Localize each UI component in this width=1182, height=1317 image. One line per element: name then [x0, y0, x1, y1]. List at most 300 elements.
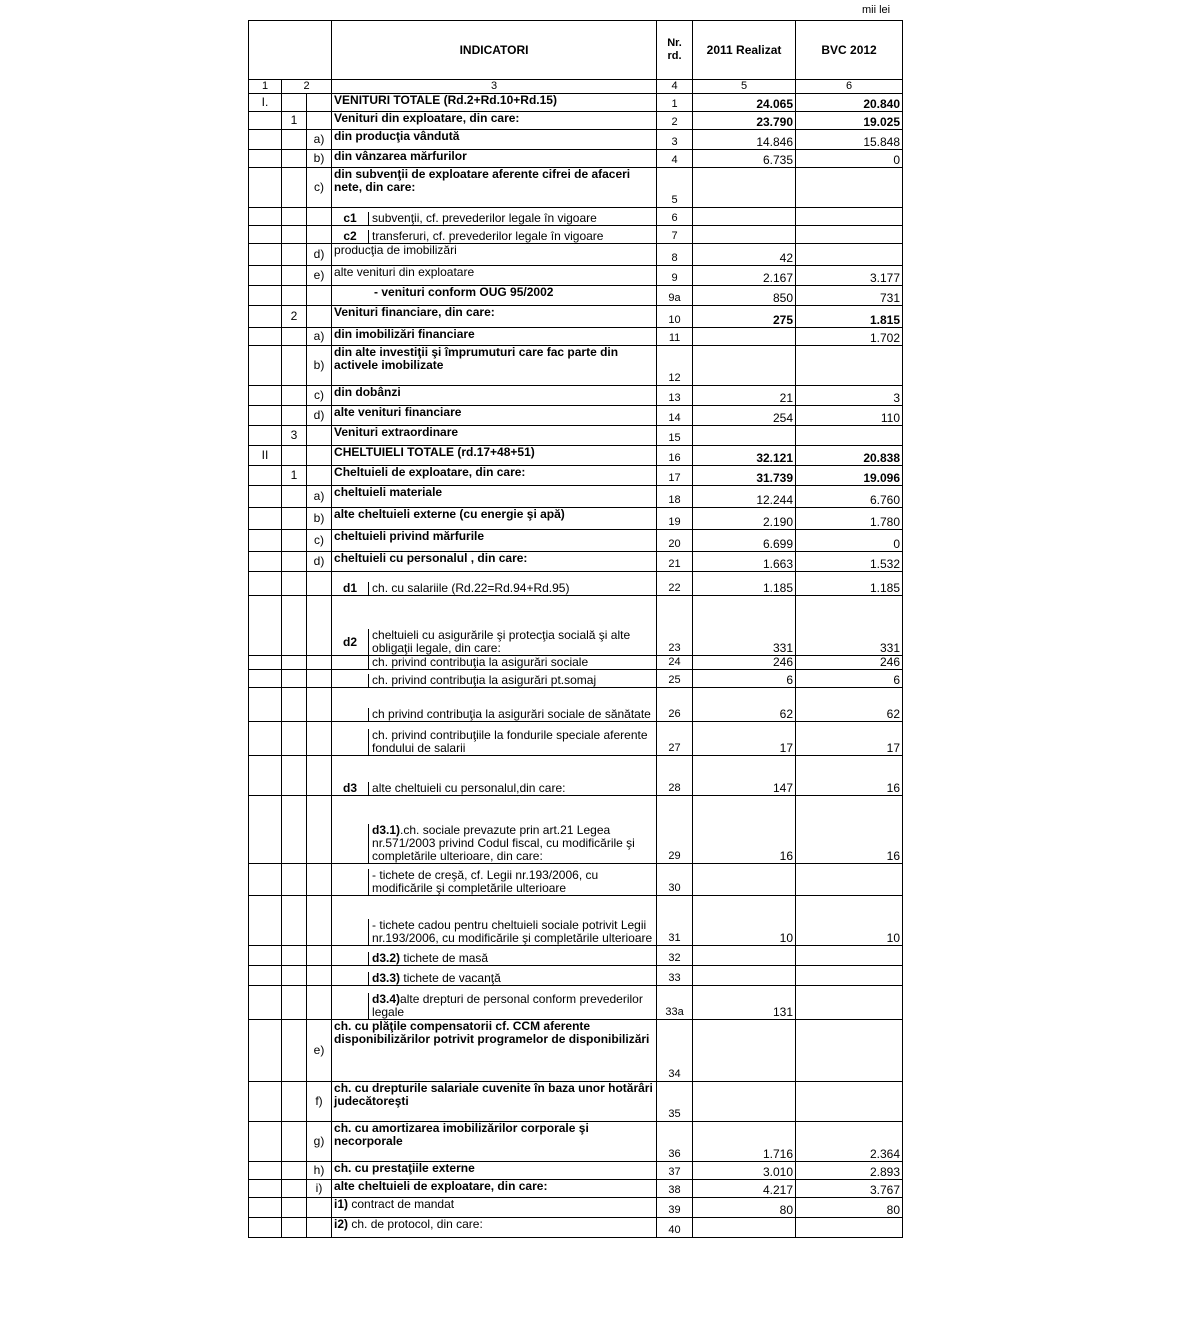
row-letter	[307, 426, 332, 446]
row-indicator	[332, 386, 657, 406]
table-row	[249, 328, 903, 346]
row-indicator	[332, 1180, 657, 1198]
row-letter: f)	[307, 1082, 332, 1122]
row-letter	[307, 670, 332, 688]
row-group	[282, 328, 307, 346]
row-number: 3	[657, 130, 693, 150]
row-number: 14	[657, 406, 693, 426]
row-section	[249, 796, 282, 864]
table-row	[249, 1180, 903, 1198]
row-section	[249, 346, 282, 386]
row-indicator-text: ch. privind contribuţiile la fondurile speciale aferente fondului de salarii	[372, 728, 648, 755]
row-subcode	[332, 952, 369, 965]
row-indicator-text: din imobilizări financiare	[334, 327, 475, 341]
row-group	[282, 94, 307, 112]
table-row	[249, 266, 903, 286]
table-row	[249, 530, 903, 552]
row-indicator	[332, 986, 657, 1020]
row-indicator-text: - tichete cadou pentru cheltuieli sociale potrivit Legii nr.193/2006, cu modificările şi completările ulterioare	[372, 918, 653, 945]
table-row	[249, 386, 903, 406]
row-indicator-text: din subvenţii de exploatare aferente cifrei de afaceri nete, din care:	[334, 167, 631, 194]
row-number: 28	[657, 756, 693, 796]
table-row	[249, 244, 903, 266]
row-letter	[307, 208, 332, 226]
row-number: 6	[657, 208, 693, 226]
row-letter	[307, 966, 332, 986]
row-letter	[307, 112, 332, 130]
row-indicator-text: ch. de protocol, din care:	[348, 1217, 483, 1231]
row-group: 3	[282, 426, 307, 446]
value-2011: 131	[693, 986, 796, 1020]
value-2012: 1.532	[796, 552, 903, 572]
row-indicator	[332, 896, 657, 946]
row-sublabel: i2)	[334, 1217, 349, 1231]
row-number: 24	[657, 656, 693, 670]
value-2011	[693, 226, 796, 244]
row-group	[282, 1020, 307, 1082]
table-row	[249, 596, 903, 656]
value-2011: 24.065	[693, 94, 796, 112]
value-2012: 16	[796, 796, 903, 864]
row-indicator	[332, 1020, 657, 1082]
row-indicator-text: ch privind contribuţia la asigurări sociale de sănătate	[372, 707, 651, 721]
row-section	[249, 986, 282, 1020]
row-subcode: c2	[332, 230, 369, 243]
row-indicator	[332, 150, 657, 168]
row-indicator	[332, 486, 657, 508]
row-indicator	[332, 966, 657, 986]
row-indicator	[332, 94, 657, 112]
row-indicator	[332, 864, 657, 896]
row-indicator-text: ch. cu plăţile compensatorii cf. CCM aferente disponibilizărilor potrivit programelor de disponibilizări	[334, 1019, 650, 1046]
row-number: 32	[657, 946, 693, 966]
row-subcode: d2	[332, 629, 369, 655]
value-2012	[796, 1218, 903, 1238]
value-2011	[693, 168, 796, 208]
row-indicator-text: alte cheltuieli cu personalul,din care:	[372, 781, 566, 795]
row-letter	[307, 286, 332, 306]
row-group	[282, 596, 307, 656]
row-section	[249, 530, 282, 552]
value-2011: 246	[693, 656, 796, 670]
row-indicator-text: Venituri extraordinare	[334, 425, 459, 439]
value-2012	[796, 346, 903, 386]
row-indicator-text: alte drepturi de personal conform prevederilor legale	[372, 992, 643, 1019]
row-indicator-text: ch. cu drepturile salariale cuvenite în baza unor hotărâri judecătoreşti	[334, 1081, 653, 1108]
row-subcode: d1	[332, 582, 369, 595]
row-number: 5	[657, 168, 693, 208]
row-number: 17	[657, 466, 693, 486]
row-indicator	[332, 670, 657, 688]
row-section	[249, 130, 282, 150]
row-indicator	[332, 328, 657, 346]
row-subcode	[332, 729, 369, 755]
value-2012: 20.838	[796, 446, 903, 466]
table-row	[249, 346, 903, 386]
row-number: 26	[657, 688, 693, 722]
value-2012: 1.780	[796, 508, 903, 530]
row-group	[282, 688, 307, 722]
row-letter: c)	[307, 386, 332, 406]
table-row	[249, 756, 903, 796]
row-indicator	[332, 446, 657, 466]
row-group	[282, 864, 307, 896]
row-section: I.	[249, 94, 282, 112]
table-row	[249, 406, 903, 426]
row-subcode	[332, 993, 369, 1019]
value-2012	[796, 168, 903, 208]
table-row	[249, 150, 903, 168]
table-row	[249, 656, 903, 670]
row-section	[249, 386, 282, 406]
row-letter: i)	[307, 1180, 332, 1198]
row-group	[282, 446, 307, 466]
colnum: 5	[693, 80, 796, 94]
value-2011	[693, 328, 796, 346]
value-2012: 62	[796, 688, 903, 722]
row-indicator	[332, 1198, 657, 1218]
row-letter: c)	[307, 168, 332, 208]
row-group	[282, 670, 307, 688]
row-group	[282, 168, 307, 208]
row-letter	[307, 572, 332, 596]
row-letter: a)	[307, 486, 332, 508]
row-subcode	[332, 708, 369, 721]
row-indicator	[332, 796, 657, 864]
row-section	[249, 328, 282, 346]
row-section	[249, 112, 282, 130]
value-2011	[693, 966, 796, 986]
row-group	[282, 1218, 307, 1238]
table-row	[249, 226, 903, 244]
value-2011: 331	[693, 596, 796, 656]
row-number: 9	[657, 266, 693, 286]
colnum: 4	[657, 80, 693, 94]
table-row	[249, 508, 903, 530]
row-section	[249, 670, 282, 688]
row-indicator-text: ch. cu prestaţiile externe	[334, 1161, 475, 1175]
value-2011: 147	[693, 756, 796, 796]
value-2011: 3.010	[693, 1162, 796, 1180]
table-row	[249, 552, 903, 572]
row-indicator-text: Venituri din exploatare, din care:	[334, 111, 520, 125]
value-2011: 12.244	[693, 486, 796, 508]
value-2011: 2.190	[693, 508, 796, 530]
row-group	[282, 552, 307, 572]
row-indicator	[332, 688, 657, 722]
row-indicator-text: alte venituri din exploatare	[334, 265, 475, 279]
row-group	[282, 656, 307, 670]
row-group	[282, 150, 307, 168]
row-indicator	[332, 244, 657, 266]
row-group	[282, 244, 307, 266]
header-2012: BVC 2012	[796, 21, 903, 80]
row-group	[282, 486, 307, 508]
value-2011: 1.663	[693, 552, 796, 572]
row-group	[282, 266, 307, 286]
table-row	[249, 168, 903, 208]
value-2011: 6.699	[693, 530, 796, 552]
row-group	[282, 130, 307, 150]
header-indicatori: INDICATORI	[332, 21, 657, 80]
row-number: 15	[657, 426, 693, 446]
table-row	[249, 986, 903, 1020]
row-group	[282, 1162, 307, 1180]
header-nr-rd: Nr. rd.	[657, 21, 693, 80]
row-sublabel: i1)	[334, 1197, 349, 1211]
row-number: 29	[657, 796, 693, 864]
value-2011: 80	[693, 1198, 796, 1218]
table-row	[249, 688, 903, 722]
row-section	[249, 286, 282, 306]
value-2012: 731	[796, 286, 903, 306]
value-2012: 1.185	[796, 572, 903, 596]
table-row	[249, 1162, 903, 1180]
row-section	[249, 722, 282, 756]
row-letter	[307, 896, 332, 946]
row-letter: b)	[307, 150, 332, 168]
row-section	[249, 864, 282, 896]
row-indicator-text: ch. cu salariile (Rd.22=Rd.94+Rd.95)	[372, 581, 570, 595]
row-group	[282, 946, 307, 966]
row-section	[249, 896, 282, 946]
row-indicator	[332, 656, 657, 670]
table-row	[249, 112, 903, 130]
value-2011: 1.185	[693, 572, 796, 596]
row-section	[249, 572, 282, 596]
row-section	[249, 1180, 282, 1198]
value-2012: 6	[796, 670, 903, 688]
row-letter: b)	[307, 346, 332, 386]
row-indicator	[332, 226, 657, 244]
header-blank	[249, 21, 332, 80]
row-number: 39	[657, 1198, 693, 1218]
row-section	[249, 656, 282, 670]
row-section	[249, 596, 282, 656]
table-row	[249, 306, 903, 328]
value-2012: 3.767	[796, 1180, 903, 1198]
row-indicator	[332, 1218, 657, 1238]
value-2011: 850	[693, 286, 796, 306]
row-group: 1	[282, 466, 307, 486]
row-indicator-text: tichete de masă	[400, 951, 489, 965]
row-letter: c)	[307, 530, 332, 552]
row-group	[282, 508, 307, 530]
value-2011	[693, 864, 796, 896]
row-indicator	[332, 112, 657, 130]
row-section	[249, 426, 282, 446]
row-letter	[307, 656, 332, 670]
row-number: 13	[657, 386, 693, 406]
row-section	[249, 466, 282, 486]
row-indicator-text: .ch. sociale prevazute prin art.21 Legea nr.571/2003 privind Codul fiscal, cu modificările şi completările ulterioare, din care:	[372, 823, 635, 863]
row-section	[249, 486, 282, 508]
row-subcode	[332, 972, 369, 985]
value-2011: 42	[693, 244, 796, 266]
row-section	[249, 966, 282, 986]
row-sublabel: d3.4)	[372, 992, 401, 1006]
table-row	[249, 722, 903, 756]
row-indicator-text: - tichete de creşă, cf. Legii nr.193/2006, cu modificările şi completările ulterioare	[372, 868, 599, 895]
value-2012: 2.893	[796, 1162, 903, 1180]
row-letter	[307, 226, 332, 244]
table-row	[249, 670, 903, 688]
value-2012: 3.177	[796, 266, 903, 286]
table-row	[249, 896, 903, 946]
row-indicator-text: VENITURI TOTALE (Rd.2+Rd.10+Rd.15)	[334, 93, 557, 107]
table-row	[249, 426, 903, 446]
row-letter: h)	[307, 1162, 332, 1180]
value-2011: 31.739	[693, 466, 796, 486]
row-letter: d)	[307, 552, 332, 572]
row-indicator	[332, 530, 657, 552]
row-indicator	[332, 946, 657, 966]
row-number: 37	[657, 1162, 693, 1180]
row-indicator-text: producţia de imobilizări	[334, 243, 457, 257]
table-row	[249, 966, 903, 986]
row-indicator-text: din alte investiţii şi împrumuturi care fac parte din activele imobilizate	[334, 345, 619, 372]
row-letter	[307, 946, 332, 966]
row-sublabel: d3.2)	[372, 951, 401, 965]
value-2011: 23.790	[693, 112, 796, 130]
value-2011: 2.167	[693, 266, 796, 286]
row-number: 34	[657, 1020, 693, 1082]
row-group	[282, 386, 307, 406]
row-number: 21	[657, 552, 693, 572]
table-row	[249, 1218, 903, 1238]
row-section	[249, 1082, 282, 1122]
row-number: 20	[657, 530, 693, 552]
row-indicator	[332, 552, 657, 572]
value-2012	[796, 946, 903, 966]
row-group	[282, 896, 307, 946]
column-number-row	[249, 80, 903, 94]
row-number: 4	[657, 150, 693, 168]
row-letter	[307, 756, 332, 796]
row-section	[249, 1020, 282, 1082]
header-2011: 2011 Realizat	[693, 21, 796, 80]
row-indicator-text: tichete de vacanţă	[400, 971, 501, 985]
value-2012: 19.025	[796, 112, 903, 130]
row-section	[249, 1218, 282, 1238]
row-group	[282, 406, 307, 426]
value-2012: 1.815	[796, 306, 903, 328]
table-row	[249, 864, 903, 896]
row-group: 2	[282, 306, 307, 328]
budget-table	[248, 20, 903, 1238]
row-group	[282, 530, 307, 552]
value-2012: 20.840	[796, 94, 903, 112]
row-subcode	[332, 824, 369, 863]
row-group	[282, 1082, 307, 1122]
table-row	[249, 796, 903, 864]
row-section	[249, 1122, 282, 1162]
row-letter: e)	[307, 266, 332, 286]
value-2012	[796, 1020, 903, 1082]
value-2012	[796, 226, 903, 244]
colnum: 2	[282, 80, 332, 94]
row-section	[249, 208, 282, 226]
row-indicator	[332, 168, 657, 208]
row-letter: a)	[307, 328, 332, 346]
row-section	[249, 150, 282, 168]
row-indicator	[332, 1082, 657, 1122]
value-2012: 110	[796, 406, 903, 426]
row-letter: d)	[307, 406, 332, 426]
row-indicator	[332, 130, 657, 150]
value-2011: 17	[693, 722, 796, 756]
row-number: 27	[657, 722, 693, 756]
row-group	[282, 208, 307, 226]
row-letter	[307, 306, 332, 328]
row-group	[282, 966, 307, 986]
value-2012: 19.096	[796, 466, 903, 486]
value-2011: 16	[693, 796, 796, 864]
row-number: 18	[657, 486, 693, 508]
table-row	[249, 1198, 903, 1218]
row-section	[249, 1198, 282, 1218]
row-indicator	[332, 466, 657, 486]
value-2011	[693, 1082, 796, 1122]
row-indicator-text: ch. cu amortizarea imobilizărilor corporale şi necorporale	[334, 1121, 589, 1148]
value-2011	[693, 1218, 796, 1238]
table-row	[249, 486, 903, 508]
row-indicator-text: din dobânzi	[334, 385, 401, 399]
row-number: 36	[657, 1122, 693, 1162]
row-group	[282, 226, 307, 244]
value-2011: 32.121	[693, 446, 796, 466]
value-2011: 6.735	[693, 150, 796, 168]
row-indicator-text: alte cheltuieli de exploatare, din care:	[334, 1179, 548, 1193]
row-number: 40	[657, 1218, 693, 1238]
colnum: 6	[796, 80, 903, 94]
colnum: 1	[249, 80, 282, 94]
value-2012: 1.702	[796, 328, 903, 346]
header-row	[249, 21, 903, 80]
row-subcode: c1	[332, 212, 369, 225]
row-number: 19	[657, 508, 693, 530]
value-2012: 80	[796, 1198, 903, 1218]
row-letter	[307, 1198, 332, 1218]
value-2012	[796, 966, 903, 986]
row-indicator-text: - venituri conform OUG 95/2002	[374, 285, 554, 299]
table-row	[249, 1082, 903, 1122]
row-indicator	[332, 266, 657, 286]
row-section	[249, 168, 282, 208]
row-letter	[307, 466, 332, 486]
value-2012	[796, 426, 903, 446]
value-2011: 10	[693, 896, 796, 946]
row-indicator	[332, 306, 657, 328]
row-indicator-text: alte venituri financiare	[334, 405, 462, 419]
row-indicator	[332, 722, 657, 756]
value-2011	[693, 208, 796, 226]
row-section	[249, 756, 282, 796]
row-indicator	[332, 572, 657, 596]
row-number: 7	[657, 226, 693, 244]
row-subcode	[332, 674, 369, 687]
table-row	[249, 1122, 903, 1162]
table-row	[249, 1020, 903, 1082]
row-group	[282, 1198, 307, 1218]
row-indicator-text: cheltuieli privind mărfurile	[334, 529, 485, 543]
row-number: 12	[657, 346, 693, 386]
row-indicator-text: contract de mandat	[348, 1197, 455, 1211]
row-sublabel: d3.3)	[372, 971, 401, 985]
row-indicator-text: din vânzarea mărfurilor	[334, 149, 467, 163]
value-2011	[693, 946, 796, 966]
row-number: 33a	[657, 986, 693, 1020]
